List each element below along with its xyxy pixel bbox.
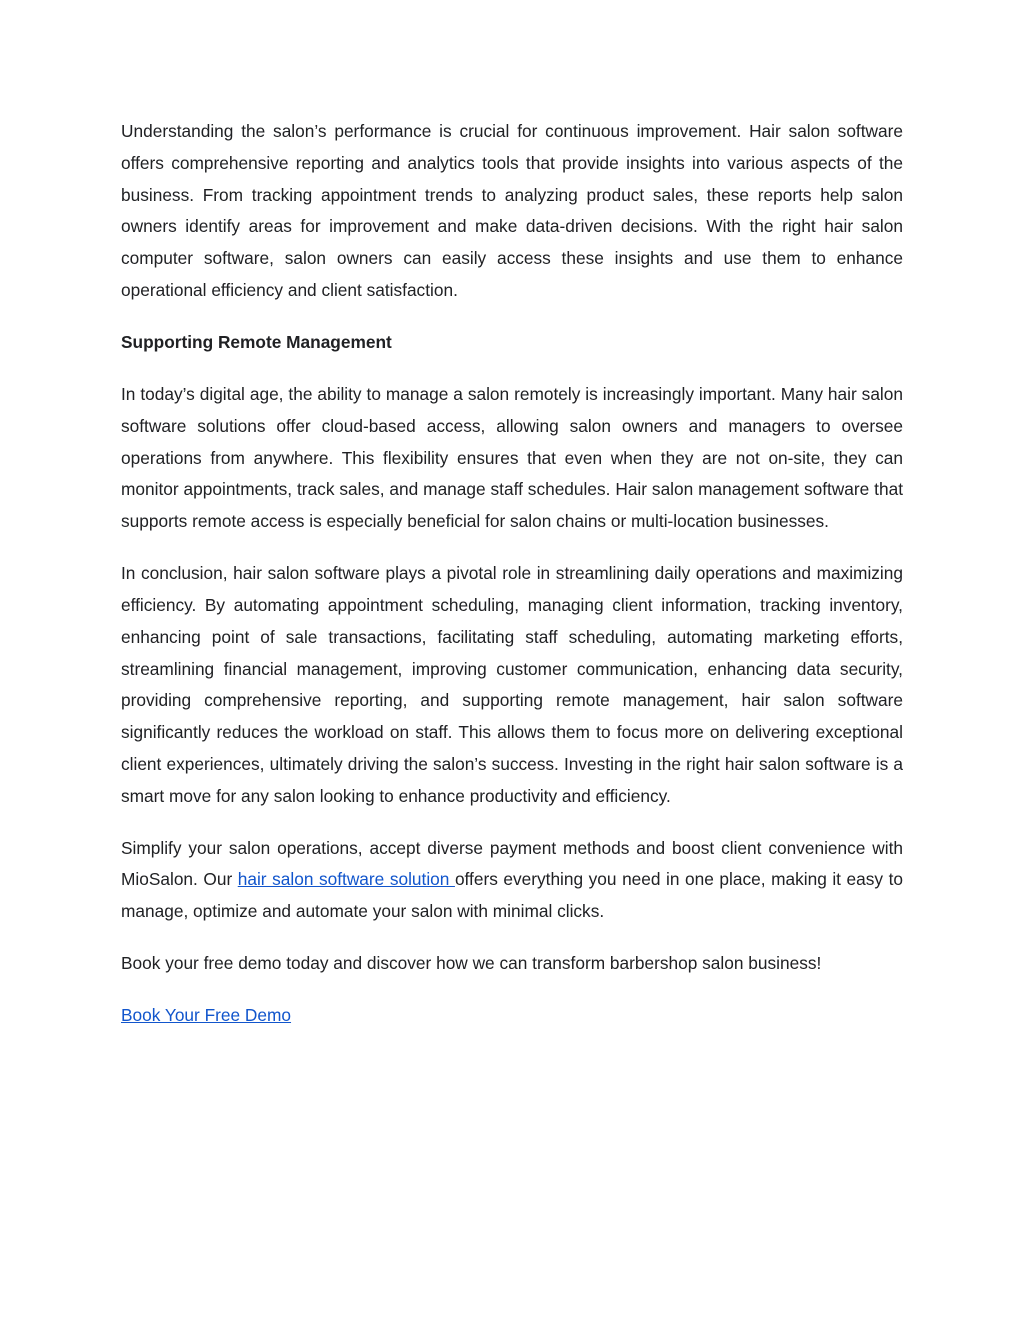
paragraph-conclusion: In conclusion, hair salon software plays a pivotal role in streamlining daily operations and maximizing efficiency. By automating appointment scheduling, managing client information, tracking inventory, enhancing point of sale transactions, facilitating staff scheduling, automating marketing efforts, streamlining financial management, improving customer communication, enhancing data security, providing comprehensive reporting, and supporting remote management, hair salon software significantly reduces the workload on staff. This allows them to focus more on delivering exceptional client experiences, ultimately driving the salon’s success. Investing in the right hair salon software is a smart move for any salon looking to enhance productivity and efficiency. bbox=[121, 563, 903, 806]
paragraph-book-demo: Book your free demo today and discover how we can transform barbershop salon business! bbox=[121, 953, 822, 974]
hair-salon-software-link[interactable]: hair salon software solution bbox=[237, 869, 455, 890]
demo-link-paragraph bbox=[121, 1000, 903, 1032]
section-heading: Supporting Remote Management bbox=[121, 331, 392, 352]
document-page bbox=[121, 116, 903, 1052]
book-free-demo-link[interactable]: Book Your Free Demo bbox=[121, 1005, 292, 1026]
paragraph-miosalon bbox=[121, 833, 903, 928]
paragraph-reporting: Understanding the salon’s performance is crucial for continuous improvement. Hair salon software offers comprehensive reporting and analytics tools that provide insights into various aspects of the business. From tracking appointment trends to analyzing product sales, these reports help salon owners identify areas for improvement and make data-driven decisions. With the right hair salon computer software, salon owners can easily access these insights and use them to enhance operational efficiency and client satisfaction. bbox=[121, 121, 903, 300]
paragraph-remote-management: In today’s digital age, the ability to manage a salon remotely is increasingly important. Many hair salon software solutions offer cloud-based access, allowing salon owners and managers to oversee operations from anywhere. This flexibility ensures that even when they are not on-site, they can monitor appointments, track sales, and manage staff schedules. Hair salon management software that supports remote access is especially beneficial for salon chains or multi-location businesses. bbox=[121, 383, 903, 532]
paragraph-miosalon-text-before: Simplify your salon operations, accept diverse payment methods and boost client convenience with MioSalon. Our bbox=[121, 837, 903, 890]
paragraph-miosalon-text-after: offers everything you need in one place, making it easy to manage, optimize and automate your salon with minimal clicks. bbox=[121, 869, 903, 922]
